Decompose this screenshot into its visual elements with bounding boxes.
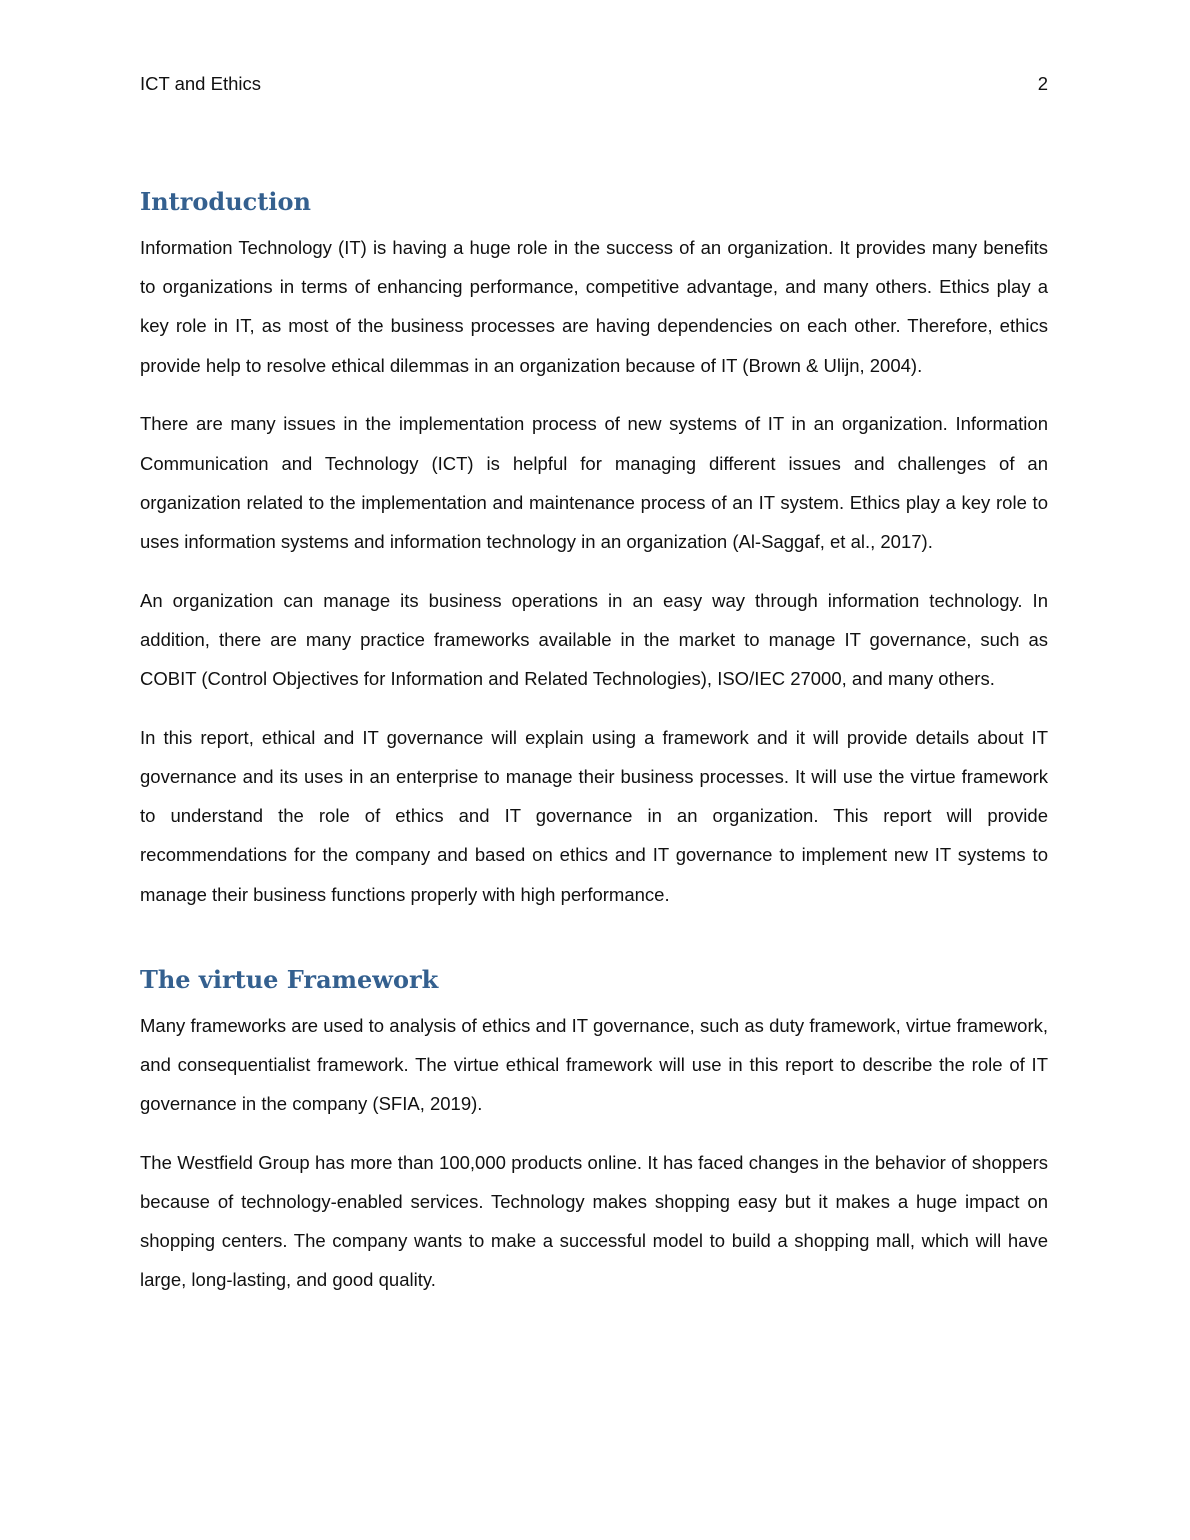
section-virtue-framework: [140, 962, 1048, 1300]
page-number: 2: [1037, 73, 1048, 94]
paragraph: The Westfield Group has more than 100,000 products online. It has faced changes in the behavior of shoppers because of technology-enabled services. Technology makes shopping easy but it makes a huge impact on shopping centers. The company wants to make a successful model to build a shopping mall, which will have large, long-lasting, and good quality.: [140, 1151, 1048, 1291]
paragraph: There are many issues in the implementation process of new systems of IT in an organization. Information Communication and Technology (ICT) is helpful for managing different issues and challenges of an organization related to the implementation and maintenance process of an IT system. Ethics play a key role to uses information systems and information technology in an organization (Al-Saggaf, et al., 2017).: [140, 413, 1048, 552]
document-body: [140, 184, 1048, 1300]
section-introduction: [140, 184, 1048, 914]
paragraph: Many frameworks are used to analysis of ethics and IT governance, such as duty framework, virtue framework, and consequentialist framework. The virtue ethical framework will use in this report to describe the role of IT governance in the company (SFIA, 2019).: [140, 1014, 1048, 1115]
section-heading-virtue-framework: The virtue Framework: [140, 964, 439, 994]
paragraph: In this report, ethical and IT governance will explain using a framework and it will provide details about IT governance and its uses in an enterprise to manage their business processes. It will use the virtue framework to understand the role of ethics and IT governance in an organization. This report will provide recommendations for the company and based on ethics and IT governance to implement new IT systems to manage their business functions properly with high performance.: [140, 726, 1048, 905]
paragraph: Information Technology (IT) is having a huge role in the success of an organization. It provides many benefits to organizations in terms of enhancing performance, competitive advantage, and many others. Ethics play a key role in IT, as most of the business processes are having dependencies on each other. Therefore, ethics provide help to resolve ethical dilemmas in an organization because of IT (Brown & Ulijn, 2004).: [140, 237, 1048, 376]
paragraph: An organization can manage its business operations in an easy way through information technology. In addition, there are many practice frameworks available in the market to manage IT governance, such as COBIT (Control Objectives for Information and Related Technologies), ISO/IEC 27000, and many others.: [140, 589, 1048, 690]
running-header: [140, 70, 1048, 98]
running-title: ICT and Ethics: [140, 73, 261, 94]
section-heading-introduction: Introduction: [140, 187, 311, 216]
